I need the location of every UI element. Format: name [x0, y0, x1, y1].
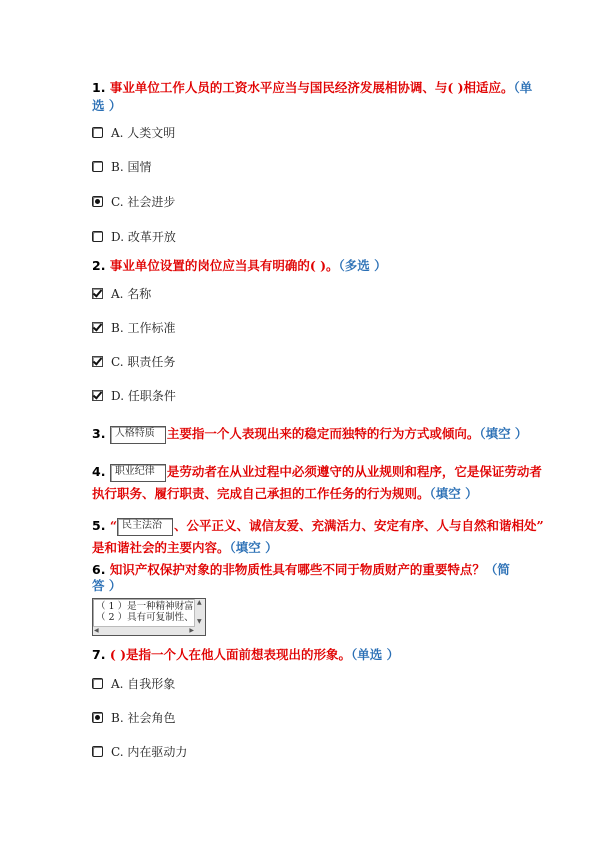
scroll-right-arrow-icon[interactable]: ▶ — [189, 627, 194, 634]
q2-option-d[interactable] — [92, 386, 176, 404]
option-label: C. 职责任务 — [111, 354, 176, 369]
option-label: A. 自我形象 — [111, 676, 176, 691]
question-2-title — [92, 256, 387, 275]
radio-button-selected[interactable] — [92, 196, 103, 207]
question-5-title — [92, 516, 544, 536]
short-answer-textarea[interactable] — [92, 598, 206, 636]
radio-button[interactable] — [92, 161, 103, 172]
question-4-title — [92, 462, 542, 482]
radio-button[interactable] — [92, 746, 103, 757]
question-5-title-cont — [92, 538, 278, 557]
question-number: 7. — [92, 647, 106, 662]
scroll-left-arrow-icon[interactable]: ◀ — [94, 627, 99, 634]
question-type-tag: （填空 ） — [229, 540, 278, 555]
question-number: 5. — [92, 518, 106, 533]
q2-option-c[interactable] — [92, 352, 175, 370]
question-number: 4. — [92, 464, 106, 479]
answer-line: （ 1 ）是一种精神财富 — [96, 601, 194, 612]
option-label: D. 改革开放 — [111, 229, 176, 244]
question-number: 3. — [92, 426, 106, 441]
question-type-tag: （简 — [484, 562, 510, 577]
option-label: C. 社会进步 — [111, 194, 176, 209]
q1-option-b[interactable] — [92, 157, 151, 175]
checkbox-checked[interactable] — [92, 356, 103, 367]
question-1-title — [92, 78, 532, 97]
question-type-tag-cont: 答 ） — [92, 578, 122, 593]
fill-blank-input[interactable]: 职业纪律 — [110, 464, 166, 482]
q7-option-a[interactable] — [92, 674, 175, 692]
question-text: 是和谐社会的主要内容。 — [92, 540, 230, 555]
q2-option-b[interactable] — [92, 318, 175, 336]
checkbox-checked[interactable] — [92, 288, 103, 299]
horizontal-scrollbar[interactable] — [93, 626, 195, 635]
question-text: 事业单位设置的岗位应当具有明确的( )。 — [109, 258, 339, 273]
question-type-tag: （单 — [513, 80, 533, 95]
question-type-tag: （单选 ） — [351, 647, 400, 662]
option-label: A. 名称 — [111, 286, 152, 301]
radio-button[interactable] — [92, 678, 103, 689]
option-label: D. 任职条件 — [111, 388, 176, 403]
fill-blank-input[interactable]: 人格特质 — [110, 426, 166, 444]
scroll-down-arrow-icon[interactable]: ▼ — [197, 618, 202, 625]
radio-button-selected[interactable] — [92, 712, 103, 723]
option-label: A. 人类文明 — [111, 125, 176, 140]
question-text: 是劳动者在从业过程中必须遵守的从业规则和程序，它是保证劳动者 — [166, 464, 542, 479]
q1-option-c[interactable] — [92, 192, 175, 210]
q2-option-a[interactable] — [92, 284, 151, 302]
radio-button[interactable] — [92, 231, 103, 242]
question-text: 知识产权保护对象的非物质性具有哪些不同于物质财产的重要特点？ — [109, 562, 485, 577]
option-label: C. 内在驱动力 — [111, 744, 188, 759]
question-number: 1. — [92, 80, 106, 95]
q1-option-d[interactable] — [92, 227, 176, 245]
question-text: 事业单位工作人员的工资水平应当与国民经济发展相协调、与( )相适应。 — [109, 80, 514, 95]
question-text: ( )是指一个人在他人面前想表现出的形象。 — [109, 647, 351, 662]
option-label: B. 国情 — [111, 159, 152, 174]
question-3-title — [92, 424, 527, 444]
question-6-title — [92, 560, 510, 579]
fill-blank-input[interactable]: 民主法治 — [117, 518, 173, 536]
checkbox-checked[interactable] — [92, 322, 103, 333]
question-type-tag-cont: 选 ） — [92, 98, 122, 113]
vertical-scrollbar[interactable] — [194, 599, 205, 635]
checkbox-checked[interactable] — [92, 390, 103, 401]
option-label: B. 社会角色 — [111, 710, 176, 725]
option-label: B. 工作标准 — [111, 320, 176, 335]
question-7-title — [92, 645, 399, 664]
question-text: 执行职务、履行职责、完成自己承担的工作任务的行为规则。 — [92, 486, 430, 501]
open-quote: “ — [109, 518, 118, 533]
question-text: 、公平正义、诚信友爱、充满活力、安定有序、人与自然和谐相处” — [174, 518, 544, 533]
question-4-title-cont — [92, 484, 478, 503]
question-type-tag: （多选 ） — [338, 258, 387, 273]
question-number: 2. — [92, 258, 106, 273]
question-type-tag: （填空 ） — [479, 426, 528, 441]
q1-option-a[interactable] — [92, 123, 175, 141]
question-text: 主要指一个人表现出来的稳定而独特的行为方式或倾向。 — [166, 426, 480, 441]
question-number: 6. — [92, 562, 106, 577]
question-type-tag: （填空 ） — [429, 486, 478, 501]
scroll-up-arrow-icon[interactable]: ▲ — [197, 599, 202, 606]
radio-button[interactable] — [92, 127, 103, 138]
q7-option-c[interactable] — [92, 742, 187, 760]
answer-line: （ 2 ）具有可复制性、 — [96, 612, 194, 623]
q7-option-b[interactable] — [92, 708, 175, 726]
